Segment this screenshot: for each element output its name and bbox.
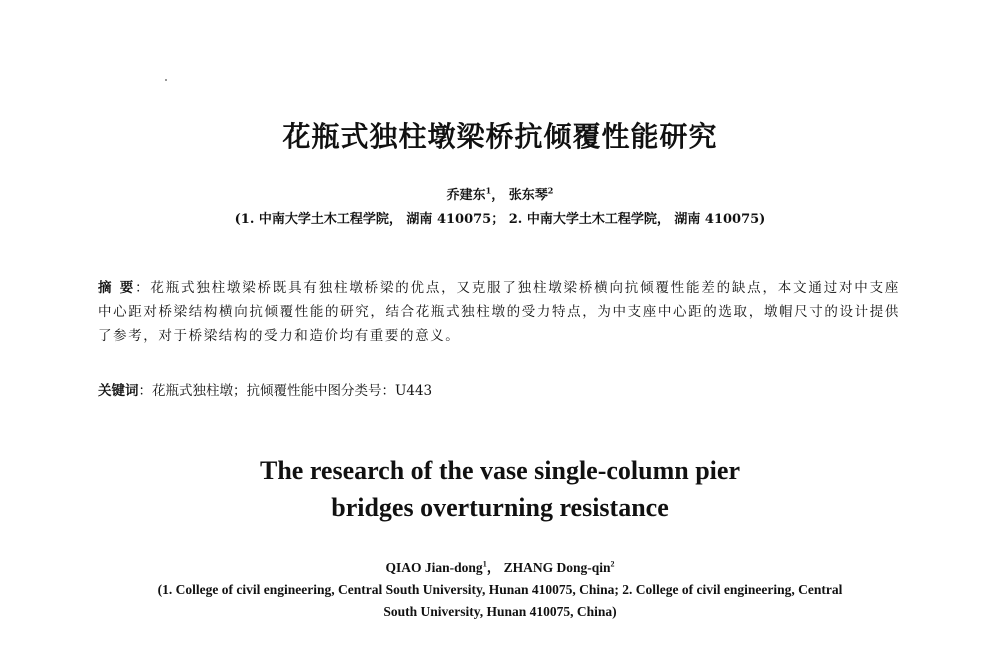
author-1-en: QIAO Jian-dong: [385, 560, 483, 575]
title-chinese: 花瓶式独柱墩梁桥抗倾覆性能研究: [282, 120, 718, 153]
author-1-cn-affil-marker: 1: [485, 185, 492, 196]
abstract-chinese: [98, 276, 900, 348]
keywords-chinese: [98, 381, 900, 401]
authors-english: [0, 556, 1000, 576]
author-2-en: ZHANG Dong-qin: [503, 560, 611, 575]
author-2-en-affil-marker: 2: [610, 559, 615, 569]
affiliation-chinese: (1. 中南大学土木工程学院， 湖南 410075； 2. 中南大学土木工程学院， 湖南 410075): [234, 212, 766, 227]
title-english-line-1: The research of the vase single-column pier: [260, 456, 740, 485]
title-english-line-2: bridges overturning resistance: [331, 493, 669, 522]
author-2-cn-affil-marker: 2: [547, 185, 554, 196]
scan-speck: [165, 79, 167, 81]
abstract-text: ：花瓶式独柱墩梁桥既具有独柱墩桥梁的优点，又克服了独柱墩梁桥横向抗倾覆性能差的缺点，本文通过对中支座中心距对桥梁结构横向抗倾覆性能的研究，结合花瓶式独柱墩的受力特点，为中支座中心距的选取，墩帽尺寸的设计提供了参考，对于桥梁结构的受力和造价均有重要的意义。: [98, 280, 901, 344]
keywords-label: 关键词: [98, 383, 139, 399]
authors-chinese: [0, 184, 1000, 203]
title-english: [0, 452, 1000, 526]
author-separator-en: ，: [486, 560, 501, 575]
author-1-en-affil-marker: 1: [482, 559, 487, 569]
abstract-label: 摘 要: [98, 280, 136, 296]
author-separator-cn: ，: [491, 188, 509, 203]
affiliation-english: (1. College of civil engineering, Central South University, Hunan 410075, China; 2. College of civil engineering, Central South University, Hunan 410075, China): [157, 582, 843, 619]
author-1-cn: 乔建东: [446, 188, 486, 203]
author-2-cn: 张东琴: [508, 188, 548, 203]
keywords-text: ：花瓶式独柱墩；抗倾覆性能中图分类号：U443: [138, 383, 433, 399]
